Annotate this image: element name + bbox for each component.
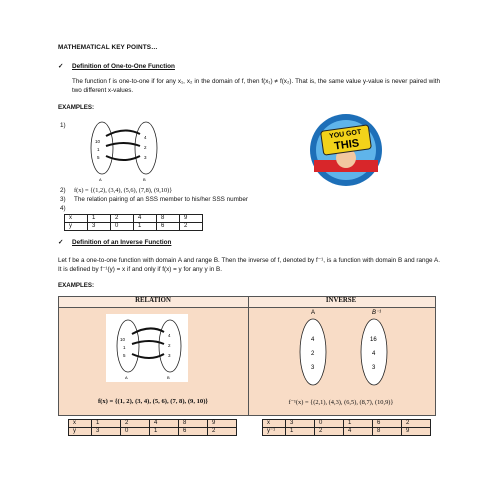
table-row: [65, 223, 203, 231]
table-cell: 2: [208, 428, 237, 436]
table-row: [65, 215, 203, 223]
range-value: 4: [144, 135, 147, 140]
section-heading-inverse: Definition of an Inverse Function: [72, 239, 172, 246]
example-number: 4): [60, 205, 66, 212]
range-label: B: [167, 375, 170, 380]
examples-label: EXAMPLES:: [58, 104, 95, 111]
domain-oval: [91, 122, 113, 174]
table-cell: 6: [179, 428, 208, 436]
relation-header: RELATION: [135, 297, 171, 304]
table-cell: x: [263, 420, 286, 428]
table-cell: 9: [180, 215, 203, 223]
table-cell: 1: [150, 428, 179, 436]
table-cell: x: [69, 420, 92, 428]
one-to-one-definition: The function f is one-to-one if for any x₁, x₂ in the domain of f, then f(x₁) ≠ f(x₂). That is, the same value y-value is never paired with two different x-values.: [72, 78, 440, 94]
domain-value: 5: [97, 155, 100, 160]
mapping-diagram: [82, 118, 162, 184]
inverse-definition: Let f be a one-to-one function with domain A and range B. Then the inverse of f, denoted by f⁻¹, is a function with domain B and range A. It is defined by f⁻¹(y) = x if and only if f(x) = y for any y in B.: [58, 257, 440, 273]
table-cell: 6: [157, 223, 180, 231]
domain-oval: [117, 320, 139, 372]
table-row: [263, 428, 431, 436]
table-cell: 3: [88, 223, 111, 231]
domain-label: A: [125, 375, 128, 380]
table-cell: y⁻¹: [263, 428, 286, 436]
table-cell: 4: [344, 428, 373, 436]
relation-formula: f(x) = {(1, 2), (3, 4), (5, 6), (7, 8), (9, 10)}: [97, 398, 209, 405]
table-cell: y: [69, 428, 92, 436]
table-cell: 1: [92, 420, 121, 428]
domain-value: 10: [120, 337, 126, 342]
set-a-label: A: [311, 310, 316, 316]
table-cell: 6: [373, 420, 402, 428]
section-heading-one-to-one: Definition of One-to-One Function: [72, 63, 175, 70]
table-cell: 0: [315, 420, 344, 428]
you-got-this-badge: [308, 112, 384, 188]
set-a-value: 3: [311, 365, 315, 371]
examples-label: EXAMPLES:: [58, 282, 95, 289]
table-cell: 2: [315, 428, 344, 436]
domain-value: 1: [97, 147, 100, 152]
table-cell: 0: [111, 223, 134, 231]
range-value: 3: [168, 353, 171, 358]
table-cell: 3: [286, 420, 315, 428]
table-cell: 1: [134, 223, 157, 231]
table-cell: x: [65, 215, 88, 223]
table-cell: 0: [121, 428, 150, 436]
example-table: [64, 214, 203, 231]
inverse-table: [262, 419, 431, 436]
domain-value: 5: [123, 353, 126, 358]
relation-diagram-box: [106, 314, 188, 382]
table-cell: 1: [286, 428, 315, 436]
set-a-value: 2: [311, 351, 315, 357]
table-cell: 1: [344, 420, 373, 428]
set-b-value: 3: [372, 365, 376, 371]
table-cell: 2: [180, 223, 203, 231]
table-cell: 2: [111, 215, 134, 223]
inverse-header: INVERSE: [325, 297, 357, 304]
domain-value: 1: [123, 345, 126, 350]
domain-value: 10: [95, 139, 101, 144]
relation-table: [68, 419, 237, 436]
example-number: 2): [60, 187, 66, 194]
range-value: 2: [168, 343, 171, 348]
table-cell: 4: [150, 420, 179, 428]
example-text: f(x) = {(1,2), (3,4), (5,6), (7,8), (9,10)}: [74, 187, 173, 194]
badge-line-1: YOU GOT: [328, 128, 362, 141]
table-cell: 2: [402, 420, 431, 428]
table-cell: 9: [402, 428, 431, 436]
inverse-mapping-diagram: [280, 306, 404, 390]
page-title: MATHEMATICAL KEY POINTS…: [58, 44, 158, 51]
set-b-value: 4: [372, 351, 376, 357]
set-b-value: 16: [370, 337, 377, 343]
range-value: 3: [144, 155, 147, 160]
table-cell: 8: [157, 215, 180, 223]
badge-line-2: THIS: [333, 137, 360, 153]
table-cell: 2: [121, 420, 150, 428]
table-cell: 9: [208, 420, 237, 428]
table-cell: 8: [179, 420, 208, 428]
domain-label: A: [99, 177, 102, 182]
table-row: [263, 420, 431, 428]
table-cell: y: [65, 223, 88, 231]
set-b-label: B⁻¹: [372, 310, 382, 316]
mapping-arrow: [106, 156, 140, 160]
range-value: 4: [168, 333, 171, 338]
table-cell: 4: [134, 215, 157, 223]
example-number: 1): [60, 122, 66, 129]
table-row: [69, 428, 237, 436]
checkmark-icon: ✓: [58, 63, 64, 70]
example-number: 3): [60, 196, 66, 203]
inverse-formula: f⁻¹(x) = {(2,1), (4,3), (6,5), (8,7), (10,9)}: [288, 399, 394, 406]
range-value: 2: [144, 145, 147, 150]
example-text: The relation pairing of an SSS member to his/her SSS number: [74, 196, 248, 203]
table-row: [69, 420, 237, 428]
table-cell: 1: [88, 215, 111, 223]
mapping-arrow: [106, 130, 140, 136]
set-a-value: 4: [311, 337, 315, 343]
checkmark-icon: ✓: [58, 239, 64, 246]
table-cell: 3: [92, 428, 121, 436]
range-label: B: [143, 177, 146, 182]
table-cell: 8: [373, 428, 402, 436]
relation-mapping-diagram: [106, 314, 188, 382]
